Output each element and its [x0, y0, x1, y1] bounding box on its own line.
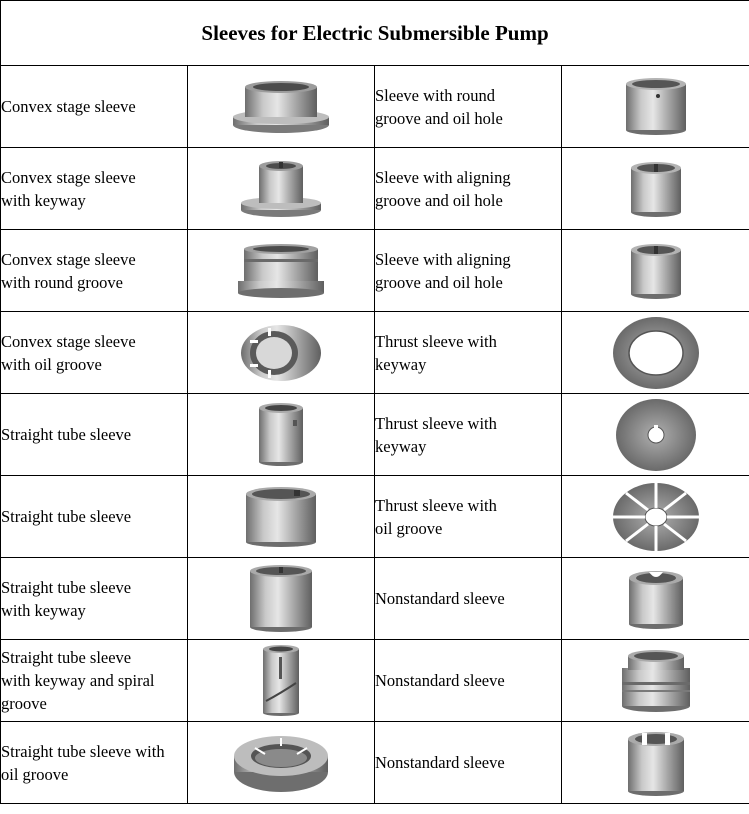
oil-groove-sleeve-icon — [188, 312, 375, 394]
sleeve-label: Nonstandard sleeve — [375, 640, 562, 722]
sleeve-label: Thrust sleeve with oil groove — [375, 476, 562, 558]
straight-tube-sleeve-icon — [188, 394, 375, 476]
sleeve-label: Straight tube sleeve — [1, 476, 188, 558]
aligning-groove-sleeve-icon — [562, 148, 749, 230]
sleeve-label: Convex stage sleeve with round groove — [1, 230, 188, 312]
page-title: Sleeves for Electric Submersible Pump — [1, 1, 749, 66]
sleeve-label: Convex stage sleeve — [1, 66, 188, 148]
sleeve-label: Sleeve with round groove and oil hole — [375, 66, 562, 148]
flanged-sleeve-icon — [188, 66, 375, 148]
sleeve-label: Sleeve with aligning groove and oil hole — [375, 230, 562, 312]
thrust-washer-icon — [562, 312, 749, 394]
thrust-disc-icon — [562, 394, 749, 476]
sleeve-label: Straight tube sleeve — [1, 394, 188, 476]
sleeve-label: Thrust sleeve with keyway — [375, 394, 562, 476]
slotted-sleeve-icon — [562, 722, 749, 804]
sleeve-label: Nonstandard sleeve — [375, 722, 562, 804]
table-row — [1, 558, 749, 640]
sleeve-label: Thrust sleeve with keyway — [375, 312, 562, 394]
table-row — [1, 476, 749, 558]
sleeve-label: Straight tube sleeve with keyway — [1, 558, 188, 640]
sleeve-label: Sleeve with aligning groove and oil hole — [375, 148, 562, 230]
table-row — [1, 148, 749, 230]
sleeve-label: Straight tube sleeve with oil groove — [1, 722, 188, 804]
grooved-thrust-disc-icon — [562, 476, 749, 558]
table-row — [1, 722, 749, 804]
sleeve-label: Straight tube sleeve with keyway and spiral groove — [1, 640, 188, 722]
ring-oil-groove-sleeve-icon — [188, 722, 375, 804]
spiral-groove-sleeve-icon — [188, 640, 375, 722]
table-row — [1, 394, 749, 476]
sleeve-label: Convex stage sleeve with oil groove — [1, 312, 188, 394]
notched-sleeve-icon — [562, 558, 749, 640]
sleeve-oil-hole-icon — [562, 66, 749, 148]
wide-tube-sleeve-icon — [188, 476, 375, 558]
table-row — [1, 640, 749, 722]
flanged-keyway-sleeve-icon — [188, 148, 375, 230]
stepped-ring-sleeve-icon — [562, 640, 749, 722]
table-row — [1, 230, 749, 312]
aligning-groove-sleeve-icon — [562, 230, 749, 312]
table-row — [1, 312, 749, 394]
table-row — [1, 66, 749, 148]
flanged-round-groove-sleeve-icon — [188, 230, 375, 312]
sleeve-label: Nonstandard sleeve — [375, 558, 562, 640]
sleeve-label: Convex stage sleeve with keyway — [1, 148, 188, 230]
keyway-tube-sleeve-icon — [188, 558, 375, 640]
